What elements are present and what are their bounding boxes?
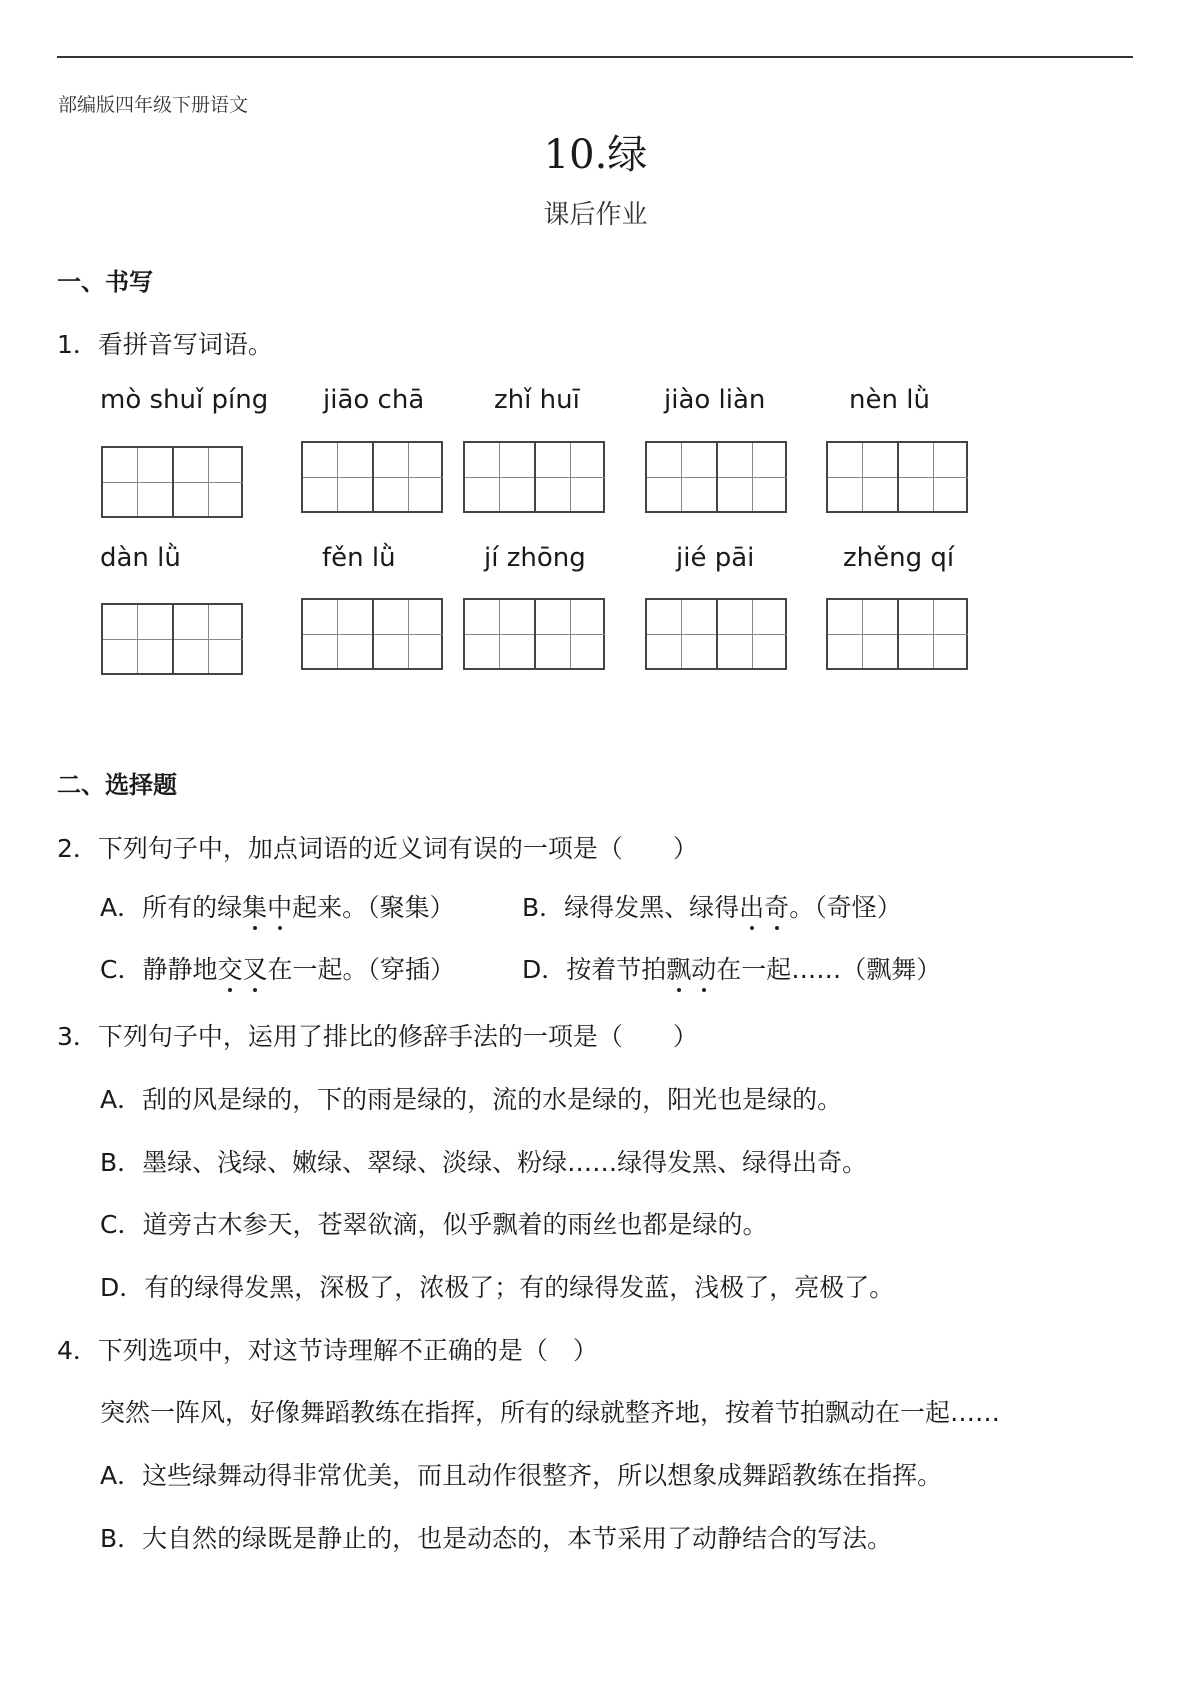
writing-grid[interactable] xyxy=(301,598,443,670)
question-2-option-c[interactable]: C．静静地交叉在一起。（穿插） xyxy=(100,950,455,986)
pinyin-label: jiào liàn xyxy=(664,385,766,415)
question-2-option-b[interactable]: B．绿得发黑、绿得出奇。（奇怪） xyxy=(522,888,902,924)
question-2-option-d[interactable]: D．按着节拍飘动在一起……（飘舞） xyxy=(522,950,941,986)
question-4-option-a[interactable]: A．这些绿舞动得非常优美，而且动作很整齐，所以想象成舞蹈教练在指挥。 xyxy=(100,1461,943,1490)
pinyin-label: zhǐ huī xyxy=(494,385,580,415)
page-subtitle: 课后作业 xyxy=(543,200,648,230)
dotted-character: 飘 xyxy=(666,950,691,986)
question-4-option-b[interactable]: B．大自然的绿既是静止的，也是动态的，本节采用了动静结合的写法。 xyxy=(100,1524,893,1553)
writing-grid[interactable] xyxy=(826,598,968,670)
pinyin-label: nèn lǜ xyxy=(849,385,930,415)
page-title: 10.绿 xyxy=(543,132,648,178)
writing-grid[interactable] xyxy=(826,441,968,513)
question-4-passage: 突然一阵风，好像舞蹈教练在指挥，所有的绿就整齐地，按着节拍飘动在一起…… xyxy=(100,1398,1001,1427)
writing-grid[interactable] xyxy=(645,441,787,513)
question-1-stem: 1．看拼音写词语。 xyxy=(57,330,273,359)
writing-grid[interactable] xyxy=(101,446,243,518)
pinyin-label: fěn lǜ xyxy=(322,543,396,573)
pinyin-label: jí zhōng xyxy=(484,543,586,573)
section-heading-writing: 一、书写 xyxy=(57,268,153,296)
section-heading-choice: 二、选择题 xyxy=(57,771,177,799)
question-2-stem: 2．下列句子中，加点词语的近义词有误的一项是（ ） xyxy=(57,834,698,863)
pinyin-label: jié pāi xyxy=(676,543,755,573)
question-2-option-a[interactable]: A．所有的绿集中起来。（聚集） xyxy=(100,888,455,924)
pinyin-label: dàn lǜ xyxy=(100,543,181,573)
pinyin-label: mò shuǐ píng xyxy=(100,385,269,415)
writing-grid[interactable] xyxy=(463,598,605,670)
header-rule xyxy=(57,56,1133,58)
dotted-character: 叉 xyxy=(242,950,267,986)
dotted-character: 奇 xyxy=(764,888,789,924)
writing-grid[interactable] xyxy=(301,441,443,513)
dotted-character: 集 xyxy=(242,888,267,924)
dotted-character: 交 xyxy=(217,950,242,986)
dotted-character: 出 xyxy=(739,888,764,924)
question-4-stem: 4．下列选项中，对这节诗理解不正确的是（ ） xyxy=(57,1336,598,1365)
pinyin-label: zhěng qí xyxy=(843,543,955,573)
question-3-option-a[interactable]: A．刮的风是绿的，下的雨是绿的，流的水是绿的，阳光也是绿的。 xyxy=(100,1085,843,1114)
dotted-character: 中 xyxy=(267,888,292,924)
writing-grid[interactable] xyxy=(101,603,243,675)
writing-grid[interactable] xyxy=(645,598,787,670)
writing-grid[interactable] xyxy=(463,441,605,513)
question-3-option-d[interactable]: D．有的绿得发黑，深极了，浓极了；有的绿得发蓝，浅极了，亮极了。 xyxy=(100,1273,895,1302)
question-3-stem: 3．下列句子中，运用了排比的修辞手法的一项是（ ） xyxy=(57,1022,698,1051)
dotted-character: 动 xyxy=(691,950,716,986)
pinyin-label: jiāo chā xyxy=(323,385,425,415)
book-label: 部编版四年级下册语文 xyxy=(58,94,249,116)
question-3-option-c[interactable]: C．道旁古木参天，苍翠欲滴，似乎飘着的雨丝也都是绿的。 xyxy=(100,1210,768,1239)
question-3-option-b[interactable]: B．墨绿、浅绿、嫩绿、翠绿、淡绿、粉绿……绿得发黑、绿得出奇。 xyxy=(100,1148,868,1177)
